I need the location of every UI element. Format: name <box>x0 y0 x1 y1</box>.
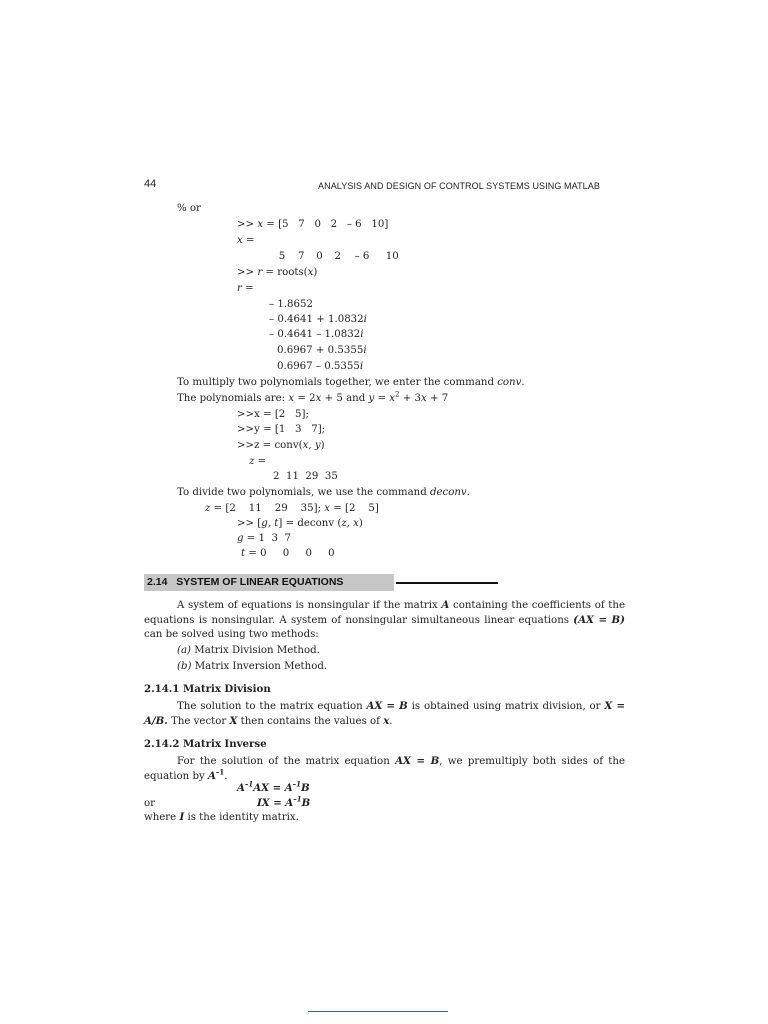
conv-y-line: >>y = [1 3 7]; <box>237 424 326 435</box>
conv-intro: To multiply two polynomials together, we enter the command conv. <box>177 377 525 388</box>
subsection-heading: 2.14.1 Matrix Division <box>144 683 271 695</box>
conv-x-line: >>x = [2 5]; <box>237 409 309 420</box>
method-b: (b) Matrix Inversion Method. <box>177 661 328 672</box>
x-command: >> x = [5 7 0 2 – 6 10] <box>237 219 389 230</box>
equation-identity: IX = $A^{-1}B$ <box>257 794 311 809</box>
subsection-heading: 2.14.2 Matrix Inverse <box>144 738 267 750</box>
x-values-row <box>273 250 405 263</box>
x-echo: x = <box>237 235 255 246</box>
x-value: 2 <box>334 251 341 262</box>
t-result: t = 0 0 0 0 <box>241 548 335 559</box>
root-value: – 0.4641 – 1.0832i <box>269 329 364 340</box>
x-value: – 6 <box>354 251 370 262</box>
or-comment: % or <box>177 203 201 214</box>
root-value: – 0.4641 + 1.0832i <box>269 314 367 325</box>
matrix-inverse-paragraph: For the solution of the matrix equation AX = B, we premultiply both sides of the equation by $A^{-1}$. <box>144 755 625 782</box>
x-value: 7 <box>298 251 305 262</box>
root-value: – 1.8652 <box>269 299 313 310</box>
x-value: 5 <box>278 251 286 262</box>
g-result: g = 1 3 7 <box>237 533 291 544</box>
x-value: 0 <box>316 251 323 262</box>
method-a: (a) Matrix Division Method. <box>177 645 320 656</box>
r-command: >> r = roots(x) <box>237 267 318 278</box>
heading-rule <box>396 582 498 584</box>
conv-z-line: >>z = conv(x, y) <box>237 440 325 451</box>
bottom-link-underline <box>308 1011 448 1012</box>
z-echo: z = <box>249 456 267 467</box>
or-word: or <box>144 798 156 809</box>
r-echo: r = <box>237 283 254 294</box>
section-heading: 2.14 SYSTEM OF LINEAR EQUATIONS <box>144 574 394 591</box>
deconv-vectors-line: z = [2 11 29 35]; x = [2 5] <box>205 503 379 514</box>
section-paragraph: A system of equations is nonsingular if the matrix A containing the coefficients of the equations is nonsingular. A system of nonsingular simultaneous linear equations (AX = B) can be solved using two methods: <box>144 599 625 640</box>
z-values: 2 11 29 35 <box>273 471 338 482</box>
deconv-intro: To divide two polynomials, we use the command deconv. <box>177 487 470 498</box>
equation-inverse: $A^{-1}AX = A^{-1}B$ <box>237 779 310 794</box>
identity-note: where I is the identity matrix. <box>144 811 299 823</box>
matrix-division-paragraph: The solution to the matrix equation AX = B is obtained using matrix division, or X = A/B. The vector X then contains the values of x. <box>144 700 625 727</box>
root-value: 0.6967 + 0.5355i <box>277 345 367 356</box>
polynomials-line: The polynomials are: x = 2x + 5 and $y = x^2 + 3x + 7$ <box>177 390 449 404</box>
x-value: 10 <box>385 251 399 262</box>
root-value: 0.6967 – 0.5355i <box>277 361 364 372</box>
deconv-command-line: >> [g, t] = deconv (z, x) <box>237 518 363 529</box>
running-title: ANALYSIS AND DESIGN OF CONTROL SYSTEMS USING MATLAB <box>318 181 600 191</box>
page-number: 44 <box>144 178 157 190</box>
